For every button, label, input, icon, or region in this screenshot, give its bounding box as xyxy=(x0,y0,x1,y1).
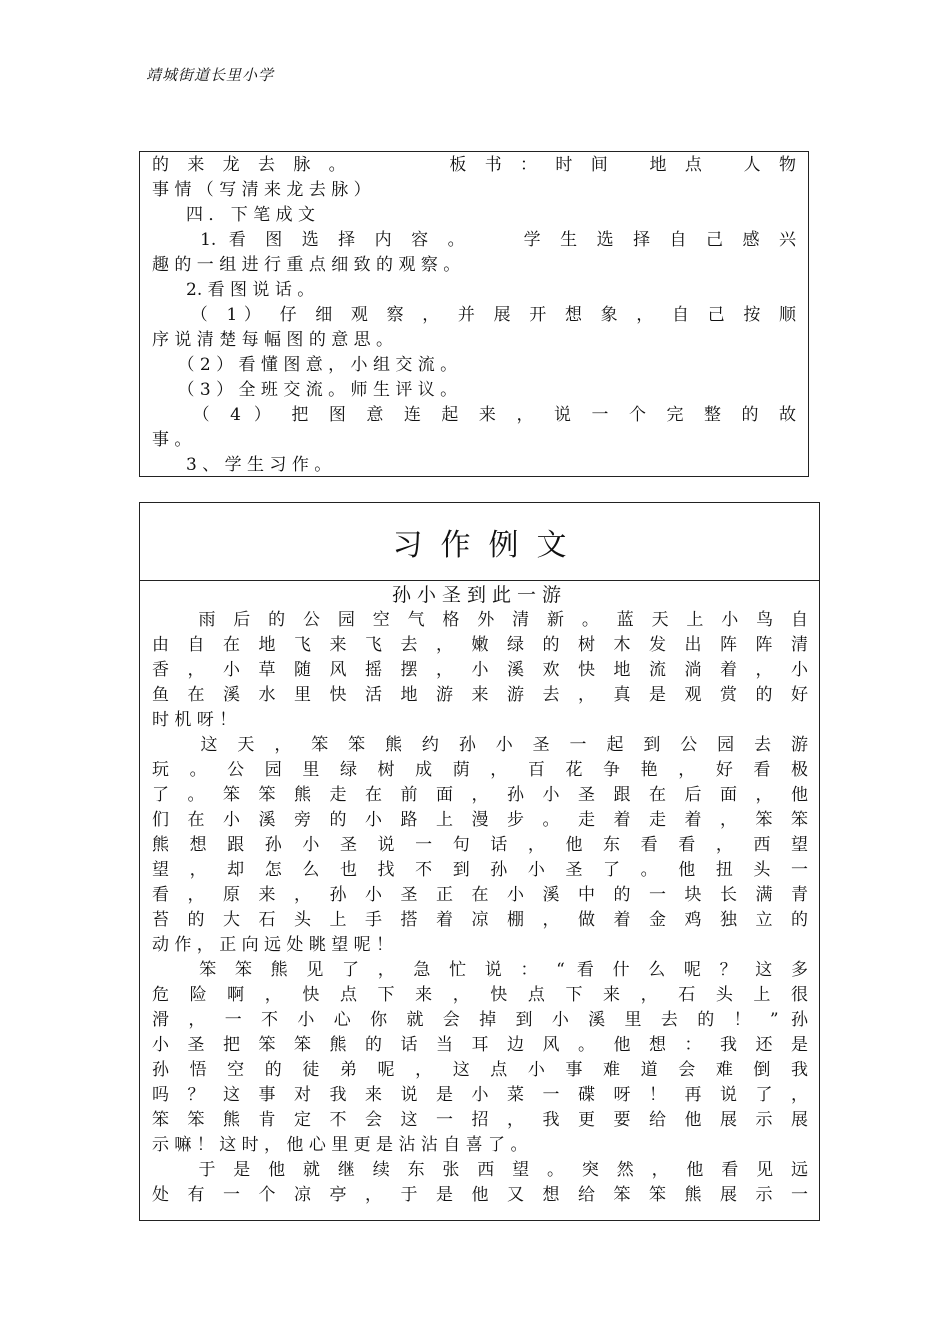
essay-line: 于 是 他 就 继 续 东 张 西 望 。 突 然 ， 他 看 见 远 xyxy=(152,1160,808,1180)
lesson-line: 四 ． 下 笔 成 文 xyxy=(152,205,316,225)
lesson-plan-box xyxy=(139,151,809,477)
lesson-line: （ 3 ） 全 班 交 流 。 师 生 评 议 。 xyxy=(152,380,458,400)
lesson-line: 序 说 清 楚 每 幅 图 的 意 思 。 xyxy=(152,330,394,350)
essay-line: 孙 悟 空 的 徒 弟 呢 ， 这 点 小 事 难 道 会 难 倒 我 xyxy=(152,1060,808,1080)
essay-line: 危 险 啊 ， 快 点 下 来 ， 快 点 下 来 ， 石 头 上 很 xyxy=(152,985,808,1005)
lesson-line: （ 4 ） 把 图 意 连 起 来 ， 说 一 个 完 整 的 故 xyxy=(152,405,796,425)
essay-line: 鱼 在 溪 水 里 快 活 地 游 来 游 去 ， 真 是 观 赏 的 好 xyxy=(152,685,808,705)
example-essay-box xyxy=(139,502,820,1221)
lesson-line: 事 情 （ 写 清 来 龙 去 脉 ） xyxy=(152,180,371,200)
essay-line: 熊 想 跟 孙 小 圣 说 一 句 话 ， 他 东 看 看 ， 西 望 xyxy=(152,835,808,855)
essay-line: 了 。 笨 笨 熊 走 在 前 面 ， 孙 小 圣 跟 在 后 面 ， 他 xyxy=(152,785,808,805)
essay-line: 苔 的 大 石 头 上 手 搭 着 凉 棚 ， 做 着 金 鸡 独 立 的 xyxy=(152,910,808,930)
school-header: 靖城街道长里小学 xyxy=(146,66,275,84)
lesson-line: 事 。 xyxy=(152,430,192,450)
essay-line: 望 ， 却 怎 么 也 找 不 到 孙 小 圣 了 。 他 扭 头 一 xyxy=(152,860,808,880)
essay-line: 香 ， 小 草 随 风 摇 摆 ， 小 溪 欢 快 地 流 淌 着 ， 小 xyxy=(152,660,808,680)
essay-line: 时 机 呀 ！ xyxy=(152,710,237,730)
lesson-line: 3 、 学 生 习 作 。 xyxy=(152,455,332,475)
lesson-line: （ 1） 仔 细 观 察 ， 并 展 开 想 象 ， 自 己 按 顺 xyxy=(152,305,796,325)
essay-line: 这 天 ， 笨 笨 熊 约 孙 小 圣 一 起 到 公 园 去 游 xyxy=(152,735,808,755)
essay-line: 吗 ？ 这 事 对 我 来 说 是 小 菜 一 碟 呀 ！ 再 说 了 ， xyxy=(152,1085,808,1105)
essay-line: 看 ， 原 来 ， 孙 小 圣 正 在 小 溪 中 的 一 块 长 满 青 xyxy=(152,885,808,905)
essay-line: 小 圣 把 笨 笨 熊 的 话 当 耳 边 风 。 他 想 ： 我 还 是 xyxy=(152,1035,808,1055)
lesson-line: 趣 的 一 组 进 行 重 点 细 致 的 观 察 。 xyxy=(152,255,461,275)
essay-line: 动 作 ， 正 向 远 处 眺 望 呢 ！ xyxy=(152,935,394,955)
lesson-line: 1. 看 图 选 择 内 容 。 学 生 选 择 自 己 感 兴 xyxy=(152,230,796,250)
essay-line: 们 在 小 溪 旁 的 小 路 上 漫 步 。 走 着 走 着 ， 笨 笨 xyxy=(152,810,808,830)
essay-line: 笨 笨 熊 肯 定 不 会 这 一 招 ， 我 更 要 给 他 展 示 展 xyxy=(152,1110,808,1130)
lesson-line: 2. 看 图 说 话 。 xyxy=(152,280,315,300)
section-heading: 习作例文 xyxy=(392,527,585,563)
essay-line: 示 嘛 ！ 这 时 ， 他 心 里 更 是 沾 沾 自 喜 了 。 xyxy=(152,1135,528,1155)
essay-line: 由 自 在 地 飞 来 飞 去 ， 嫩 绿 的 树 木 发 出 阵 阵 清 xyxy=(152,635,808,655)
essay-line: 雨 后 的 公 园 空 气 格 外 清 新 。 蓝 天 上 小 鸟 自 xyxy=(152,610,808,630)
essay-line: 滑 ， 一 不 小 心 你 就 会 掉 到 小 溪 里 去 的 ！ ” 孙 xyxy=(152,1010,808,1030)
essay-line: 笨 笨 熊 见 了 ， 急 忙 说 ： “ 看 什 么 呢 ？ 这 多 xyxy=(152,960,808,980)
lesson-line: （ 2 ） 看 懂 图 意 ， 小 组 交 流 。 xyxy=(152,355,458,375)
lesson-line: 的 来 龙 去 脉 。 板 书 ： 时 间 地 点 人 物 xyxy=(152,155,796,175)
essay-line: 玩 。 公 园 里 绿 树 成 荫 ， 百 花 争 艳 ， 好 看 极 xyxy=(152,760,808,780)
essay-title: 孙小圣到此一游 xyxy=(391,584,567,606)
section-heading-cell xyxy=(140,503,819,581)
essay-line: 处 有 一 个 凉 亭 ， 于 是 他 又 想 给 笨 笨 熊 展 示 一 xyxy=(152,1185,808,1205)
